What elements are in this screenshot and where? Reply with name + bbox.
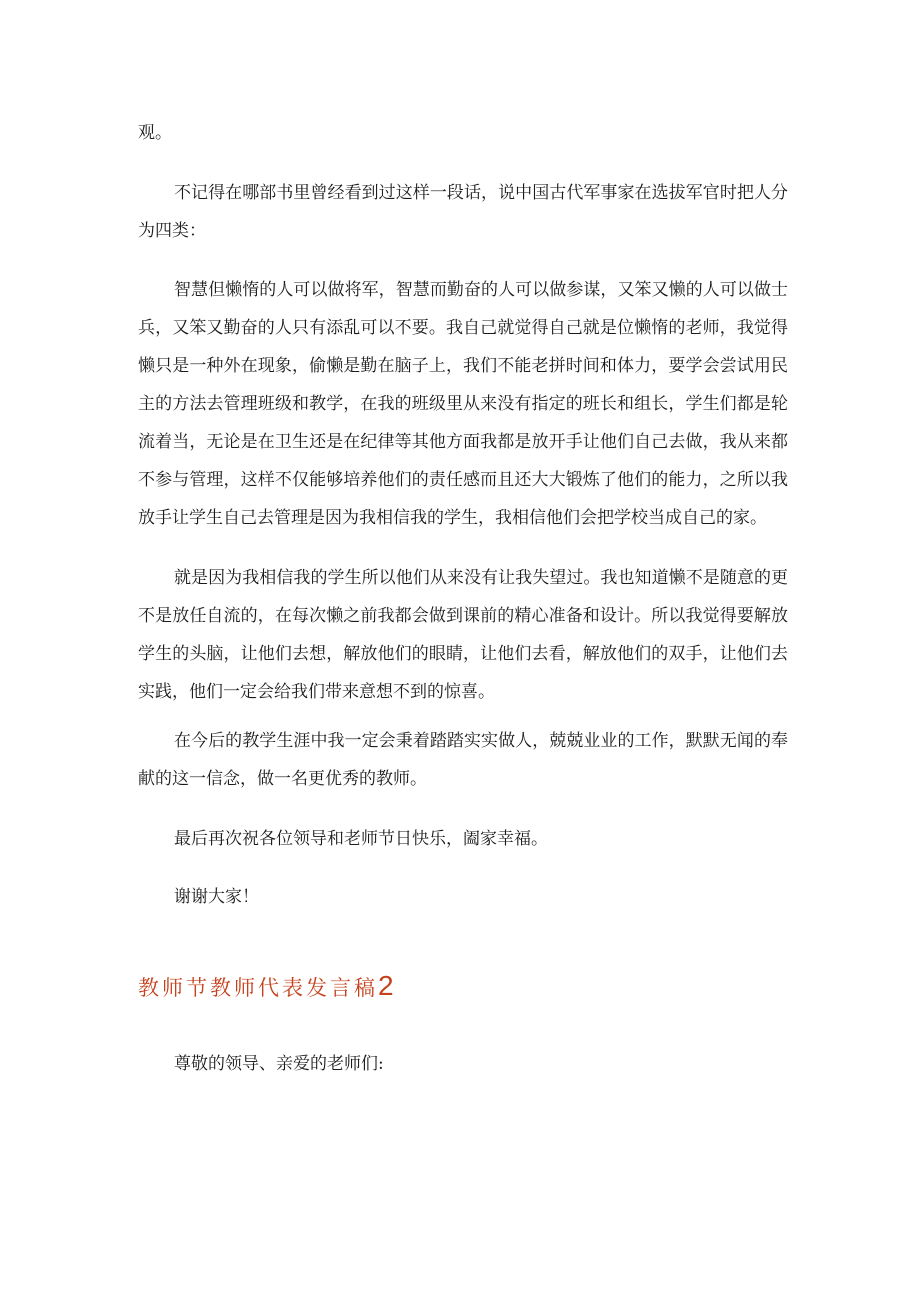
paragraph-trust-students: 就是因为我相信我的学生所以他们从来没有让我失望过。我也知道懒不是随意的更不是放任自流的，在每次懒之前我都会做到课前的精心准备和设计。所以我觉得要解放学生的头脑，让他们去想，解放他们的眼睛，让他们去看，解放他们的双手，让他们去实践，他们一定会给我们带来意想不到的惊喜。 [138,568,788,702]
section-heading-title: 教师节教师代表发言稿 [138,976,378,1000]
paragraph-thanks: 谢谢大家！ [174,887,259,907]
paragraph-future-commitment: 在今后的教学生涯中我一定会秉着踏踏实实做人，兢兢业业的工作，默默无闻的奉献的这一信念，做一名更优秀的教师。 [138,731,788,789]
paragraph-four-types-intro: 不记得在哪部书里曾经看到过这样一段话，说中国古代军事家在选拔军官时把人分为四类： [138,183,788,241]
section-heading [138,966,394,1008]
paragraph-lazy-teacher: 智慧但懒惰的人可以做将军，智慧而勤奋的人可以做参谋，又笨又懒的人可以做士兵，又笨又勤奋的人只有添乱可以不要。我自己就觉得自己就是位懒惰的老师，我觉得懒只是一种外在现象，偷懒是勤在脑子上，我们不能老拼时间和体力，要学会尝试用民主的方法去管理班级和教学，在我的班级里从来没有指定的班长和组长，学生们都是轮流着当，无论是在卫生还是在纪律等其他方面我都是放开手让他们自己去做，我从来都不参与管理，这样不仅能够培养他们的责任感而且还大大锻炼了他们的能力，之所以我放手让学生自己去管理是因为我相信我的学生，我相信他们会把学校当成自己的家。 [138,280,788,528]
section-heading-number: 2 [378,970,394,1001]
paragraph-holiday-wishes: 最后再次祝各位领导和老师节日快乐，阖家幸福。 [174,829,548,849]
greeting-line: 尊敬的领导、亲爱的老师们: [174,1054,384,1074]
paragraph-continuation: 观。 [138,123,172,143]
